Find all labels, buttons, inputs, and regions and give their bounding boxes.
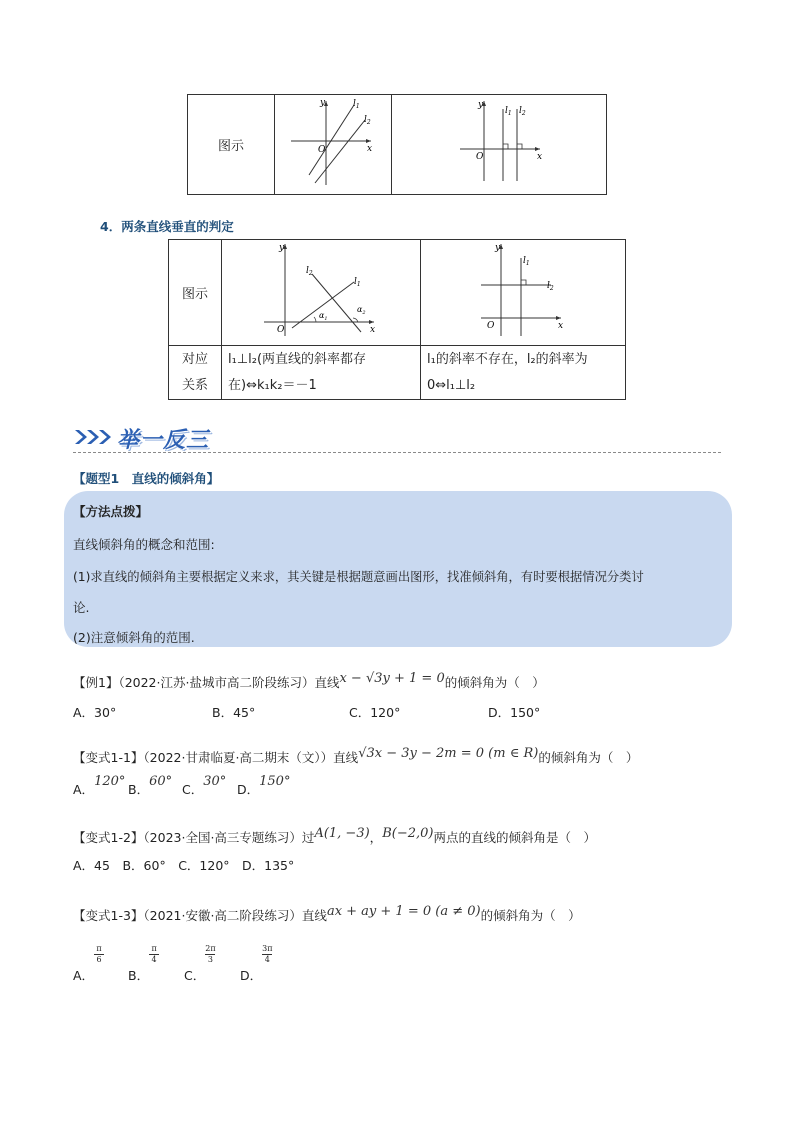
example-question: 【例1】（2022·江苏·盐城市高二阶段练习）直线x − √3y + 1 = 0的倾斜角为（ ） xyxy=(73,671,545,690)
parallel-figure-slanted xyxy=(275,95,392,195)
svg-text:l2: $l_2$ xyxy=(519,106,526,117)
relation-row-label: 对应 关系 xyxy=(169,346,222,400)
svg-text:y: y xyxy=(478,100,484,110)
parallel-figure-vertical xyxy=(392,95,607,195)
relation-both-slopes: l₁⊥l₂(两直线的斜率都存 在)⇔k₁k₂＝－1 xyxy=(222,346,421,400)
svg-text:O: O xyxy=(318,145,326,155)
method-line: 直线倾斜角的概念和范围: xyxy=(73,537,215,552)
method-line: 论. xyxy=(73,600,90,615)
option-d[interactable]: D．150° xyxy=(488,705,541,720)
svg-text:x: x xyxy=(537,152,543,162)
parallel-lines-diagram xyxy=(275,95,391,190)
variant-question: 【变式1-3】（2021·安徽·高二阶段练习）直线ax + ay + 1 = 0 (a ≠ 0)的倾斜角为（ ） xyxy=(73,904,581,923)
svg-text:l2: $l_2$ xyxy=(306,266,313,277)
option-b[interactable]: B．45° xyxy=(212,705,256,720)
svg-text:l1: $l_1$ xyxy=(353,99,360,110)
svg-text:x: x xyxy=(370,325,376,335)
option-c[interactable]: C．30° xyxy=(182,774,227,797)
topic-heading: 【题型1 直线的倾斜角】 xyxy=(73,471,220,486)
section-heading: 4．两条直线垂直的判定 xyxy=(100,219,234,234)
banner-arrows-icon xyxy=(73,426,117,452)
svg-text:l2: $l_2$ xyxy=(364,115,371,126)
svg-text:l1: $l_1$ xyxy=(354,277,361,288)
svg-text:O: O xyxy=(277,325,285,335)
banner-divider xyxy=(73,452,721,453)
perp-figure-slanted xyxy=(222,240,421,346)
perp-figure-axis xyxy=(421,240,626,346)
variant-question: 【变式1-2】（2023·全国·高三专题练习）过A(1, −3)，B(−2,0)两点的直线的倾斜角是（ ） xyxy=(73,826,596,845)
option-d[interactable]: D． $\frac{3\pi}{4}$ xyxy=(240,944,273,983)
relation-undefined-slope: l₁的斜率不存在，l₂的斜率为 0⇔l₁⊥l₂ xyxy=(421,346,626,400)
svg-text:y: y xyxy=(320,98,326,108)
svg-text:l1: $l_1$ xyxy=(523,256,530,267)
option-a[interactable]: A． $\frac{\pi}{6}$ xyxy=(73,944,104,965)
perpendicular-axis-diagram xyxy=(421,240,625,341)
option-b[interactable]: B． $\frac{\pi}{4}$ xyxy=(128,944,159,965)
option-a[interactable]: A．30° xyxy=(73,705,117,720)
parallel-figure-table xyxy=(187,94,607,195)
method-line: (1)求直线的倾斜角主要根据定义来求，其关键是根据题意画出图形，找准倾斜角，有时要根据情况分类讨 xyxy=(73,570,644,584)
figure-row-label: 图示 xyxy=(188,95,275,195)
variant-question: 【变式1-1】（2022·甘肃临夏·高二期末（文））直线√3x − 3y − 2m = 0 (m ∈ R)的倾斜角为（ ） xyxy=(73,746,639,765)
vertical-lines-diagram xyxy=(392,95,606,190)
method-line: (2)注意倾斜角的范围. xyxy=(73,630,195,645)
perpendicular-table xyxy=(168,239,626,400)
svg-text:O: O xyxy=(476,152,484,162)
svg-text:α1: $\alpha_1$ xyxy=(319,311,328,322)
option-b[interactable]: B．60° xyxy=(128,774,173,797)
svg-text:x: x xyxy=(558,321,564,331)
svg-text:y: y xyxy=(495,243,501,253)
figure-row-label: 图示 xyxy=(169,240,222,346)
option-d[interactable]: D．150° xyxy=(237,774,291,797)
option-c[interactable]: C． $\frac{2\pi}{3}$ xyxy=(184,944,216,983)
svg-text:l2: $l_2$ xyxy=(547,281,554,292)
option-a[interactable]: A．120° xyxy=(73,774,126,797)
svg-text:O: O xyxy=(487,321,495,331)
options-row[interactable]: A．45 B．60° C．120° D．135° xyxy=(73,858,295,873)
option-c[interactable]: C．120° xyxy=(349,705,401,720)
svg-text:α2: $\alpha_2$ xyxy=(357,305,366,316)
svg-text:x: x xyxy=(367,144,373,154)
banner-title: 举一反三 xyxy=(117,428,210,453)
svg-text:y: y xyxy=(279,243,285,253)
perpendicular-slanted-diagram xyxy=(222,240,420,341)
method-title: 【方法点拨】 xyxy=(73,504,149,519)
svg-text:l1: $l_1$ xyxy=(505,106,512,117)
